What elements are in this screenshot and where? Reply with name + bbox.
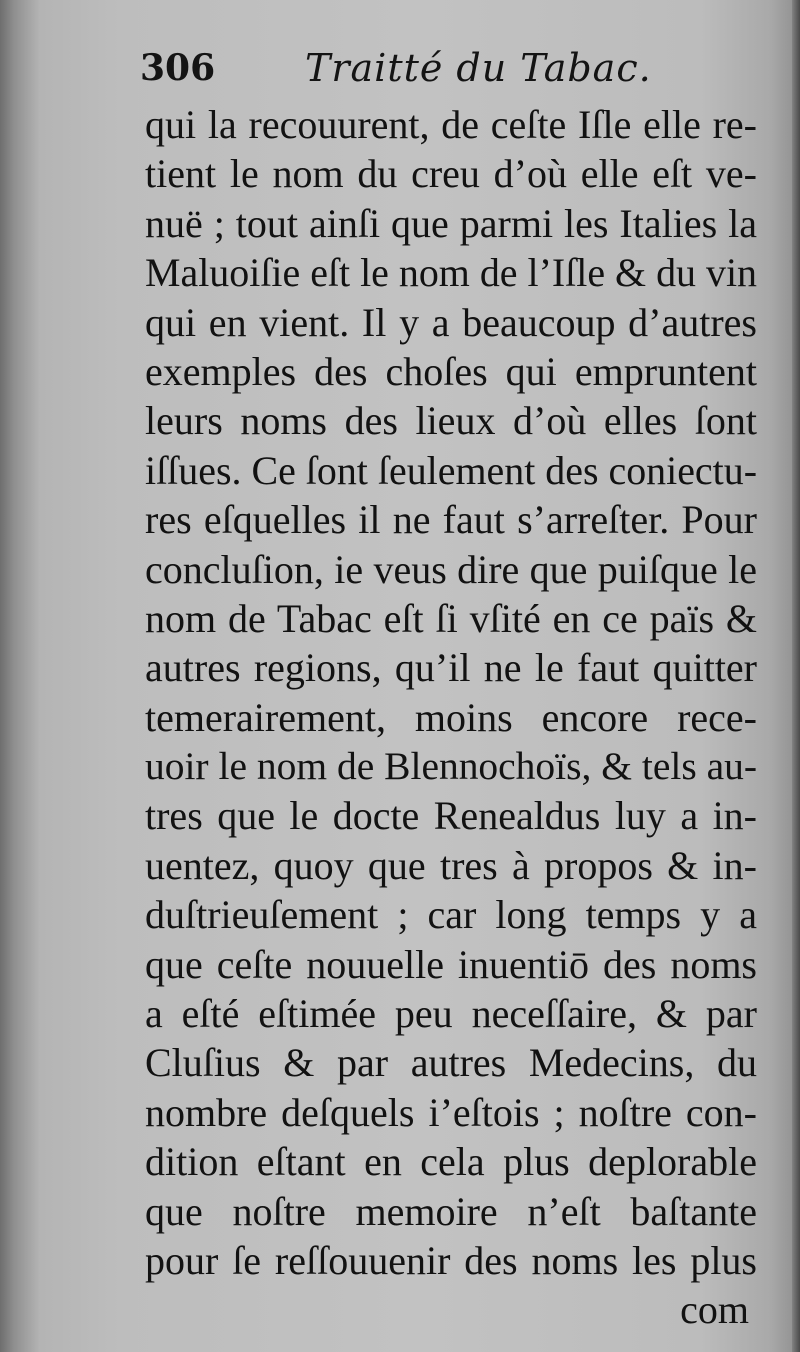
text-line: autres regions, qu’il ne le faut quitter <box>145 645 757 691</box>
text-line: concluſion, ie veus dire que puiſque le <box>145 546 757 592</box>
text-line: nom de Tabac eſt ſi vſité en ce païs & <box>145 595 757 641</box>
text-line: Maluoiſie eſt le nom de l’Iſle & du vin <box>145 250 758 296</box>
text-line: dition eſtant en cela plus deplorable <box>145 1139 757 1185</box>
running-head <box>140 38 700 98</box>
text-line: leurs noms des lieux d’où elles ſont <box>145 398 757 444</box>
text-line: nombre deſquels i’eſtois ; noſtre con- <box>145 1089 757 1135</box>
catchword: com <box>680 1287 749 1333</box>
text-line: nuë ; tout ainſi que parmi les Italies la <box>145 200 757 246</box>
page-number: 306 <box>140 47 216 89</box>
text-line: que noſtre memoire n’eſt baſtante <box>145 1188 757 1234</box>
text-line: Cluſius & par autres Medecins, du <box>145 1040 757 1086</box>
text-line: qui la recouurent, de ceſte Iſle elle re- <box>145 102 757 147</box>
body-text <box>145 100 757 1335</box>
text-line: pour ſe reſſouuenir des noms les plus <box>145 1237 757 1283</box>
text-line: temerairement, moins encore rece- <box>145 694 757 740</box>
text-line: duſtrieuſement ; car long temps y a <box>145 892 757 938</box>
text-line: tient le nom du creu d’où elle eſt ve- <box>145 151 757 197</box>
text-line: iſſues. Ce ſont ſeulement des coniectu- <box>145 447 757 493</box>
text-line: uoir le nom de Blennochoïs, & tels au- <box>145 744 757 789</box>
text-line: uentez, quoy que tres à propos & in- <box>145 842 757 888</box>
text-line: qui en vient. Il y a beaucoup d’autres <box>145 299 757 345</box>
running-title: Traitté du Tabac. <box>305 46 652 90</box>
text-line: exemples des choſes qui empruntent <box>145 348 757 394</box>
text-line: que ceſte nouuelle inuentiō des noms <box>145 941 757 987</box>
text-line: res eſquelles il ne faut s’arreſter. Pour <box>145 497 757 543</box>
text-line: tres que le docte Renealdus luy a in- <box>145 793 757 839</box>
text-line: a eſté eſtimée peu neceſſaire, & par <box>145 991 757 1037</box>
